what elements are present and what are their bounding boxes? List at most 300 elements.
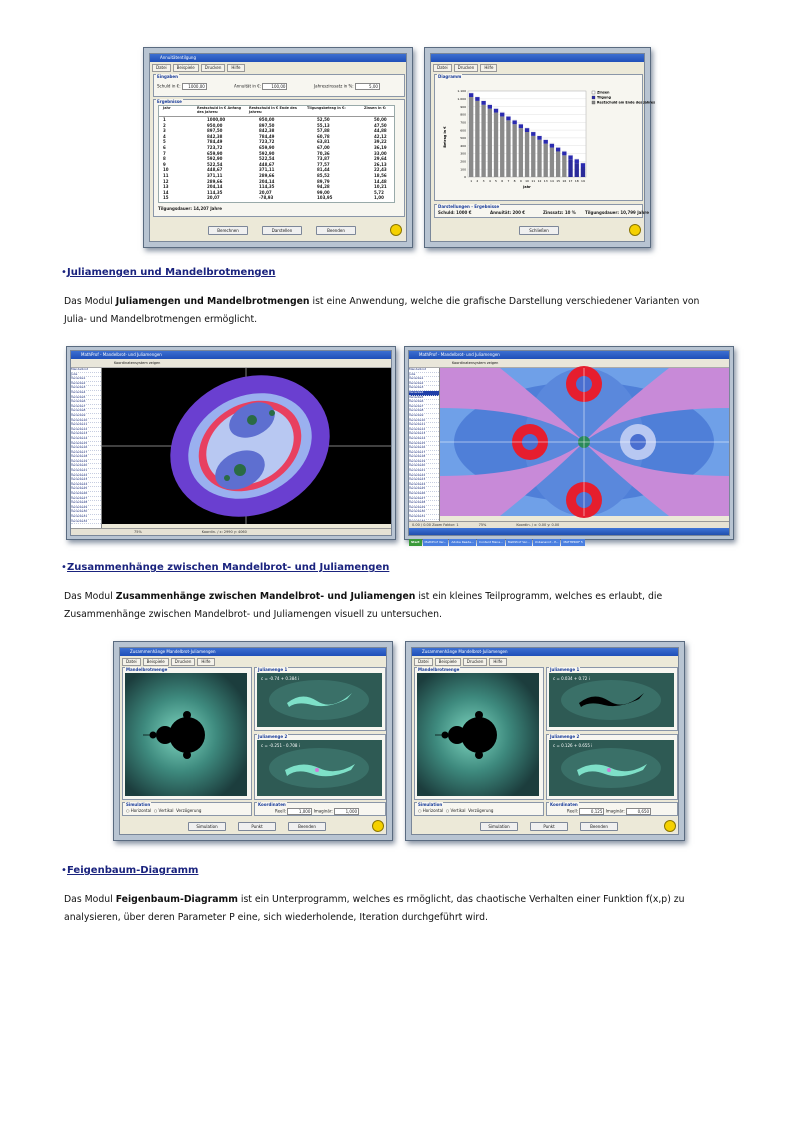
beenden-button[interactable]: Beenden [316,226,356,235]
table-cell: 448,67 [259,161,275,167]
bar-tilgung [494,109,498,113]
sidebar-item[interactable]: Variante10 [71,419,101,424]
sidebar-item[interactable]: Variante22 [409,474,439,479]
para-2-end: ist ein kleines Teilprogramm, welches es erlaubt, die Zusammenhänge zwischen Mandelbrot- und Juliamengen visuell zu untersuchen. [64,591,663,620]
help-icon[interactable] [629,224,641,236]
reell-input[interactable]: 0,125 [579,808,604,815]
sidebar-item[interactable]: Variante26 [409,492,439,497]
sidebar-item[interactable]: Variante22 [71,474,101,479]
koord-fields [567,808,651,815]
table-cell: 67,00 [317,144,330,150]
taskbar-item[interactable]: Adobe Reade... [451,540,474,544]
status-zoom-faktor: 0.00 / 0.00 Zoom Faktor: 1 [412,523,459,527]
sidebar-item[interactable]: Variante10 [409,419,439,424]
table-cell: 842,38 [207,133,223,139]
bar-zinsen [488,104,492,105]
bar-restschuld [550,148,554,177]
table-cell: 659,90 [207,150,223,156]
sidebar-item[interactable]: Variante28 [409,501,439,506]
sidebar-item[interactable]: Variante24 [71,483,101,488]
summary-panel [434,204,649,218]
bar-tilgung [556,147,560,151]
bar-restschuld [500,116,504,177]
verzoegerung-label: Verzögerung [468,808,494,813]
taskbar-item[interactable]: Unbenannt - P... [534,540,559,544]
summary-title: Darstellungen - Ergebnisse [438,204,500,209]
table-cell: 20,07 [207,195,220,201]
julia1-panel [254,667,386,731]
table-cell: 14,48 [374,178,387,184]
bullet-3: • [61,865,67,876]
menu-beispiele[interactable]: Beispiele [173,64,199,72]
toolbar [71,360,391,368]
sidebar-item[interactable]: Variante21 [409,469,439,474]
bullet-2: • [61,562,67,573]
table-cell: 60,78 [317,133,330,139]
mandelbrot-title: Mandelbrotmenge [126,667,168,672]
table-cell: 522,54 [259,156,275,162]
menu-datei[interactable]: Datei [122,658,141,666]
bar-zinsen [512,119,516,120]
sidebar-item[interactable]: Variante23 [409,478,439,483]
para-3-bold: Feigenbaum-Diagramm [115,894,238,905]
option-koordinaten[interactable]: Koordinatensystem zeigen [114,361,161,365]
legend-swatch [592,101,595,104]
sidebar-item[interactable]: Julia [409,373,439,378]
legend-swatch [592,96,595,99]
sidebar-item[interactable]: Variante1 [409,377,439,382]
table-cell: 50,00 [374,117,387,122]
koordinaten-panel [254,802,386,816]
radio-horizontal[interactable]: ○ [126,808,131,813]
sidebar-item[interactable]: Variante7 [71,405,101,410]
para-1-start: Das Modul [64,296,116,307]
window-title: Zusammenhänge Mandelbrot-Juliamengen [120,648,386,656]
julia2-c: c = -0.251 - 0.708 i [261,743,300,748]
sidebar-item[interactable]: Variante14 [71,437,101,442]
menu-datei[interactable]: Datei [152,64,171,72]
table-cell: 723,72 [207,144,223,150]
sidebar-item[interactable]: Variante3 [71,386,101,391]
julia2-title: Juliamenge 2 [258,734,288,739]
zusammen-window-left [119,647,387,835]
sidebar-item[interactable]: Variante17 [71,451,101,456]
sidebar-item[interactable]: Variante31 [409,515,439,520]
x-tick-label: 14 [549,179,554,183]
bar-tilgung [525,128,529,132]
sidebar-item[interactable]: Variante21 [71,469,101,474]
sidebar-item[interactable]: Julia [71,373,101,378]
table-cell: 592,90 [259,150,275,156]
menu-drucken[interactable]: Drucken [201,64,226,72]
beenden-button[interactable]: Beenden [580,822,618,831]
vertikal-label: Vertikal [158,808,174,813]
legend-swatch [592,91,595,94]
sidebar-item[interactable]: Variante8 [71,409,101,414]
imag-input[interactable]: 1,000 [334,808,359,815]
sidebar-item[interactable]: Mandelbrot [71,368,101,373]
sidebar-item[interactable]: Variante7 [409,405,439,410]
julia1-canvas [549,673,674,727]
table-cell: 842,38 [259,128,275,134]
sidebar-item[interactable]: Variante5 [409,396,439,401]
sidebar-item[interactable]: Variante15 [409,442,439,447]
x-tick-label: 1 [470,179,473,183]
sidebar-item[interactable]: Variante16 [71,446,101,451]
variants-list [409,368,440,521]
bar-restschuld [537,140,541,177]
sidebar-item[interactable]: Variante14 [409,437,439,442]
tilgungsdauer-text: Tilgungsdauer: 14,207 Jahre [158,206,222,211]
sidebar-item[interactable]: Variante30 [71,510,101,515]
menu-hilfe[interactable]: Hilfe [489,658,506,666]
darstellen-button[interactable]: Darstellen [262,226,302,235]
taskbar-item[interactable]: MathProf Ver... [507,540,530,544]
zusammen-window-right [411,647,679,835]
sim-controls [418,808,493,813]
table-cell: 29,64 [374,156,387,162]
julia-fractal-canvas [102,368,391,524]
sidebar-item[interactable]: Variante18 [409,455,439,460]
sidebar-item[interactable]: Variante9 [71,414,101,419]
sidebar-item[interactable]: Variante30 [409,510,439,515]
diagram-window [430,53,656,242]
bar-tilgung [488,105,492,109]
window-title: MathProf - Mandelbrot- und Juliamengen [71,351,391,359]
radio-vertikal[interactable]: ○ [153,808,159,813]
punkt-button[interactable]: Punkt [530,822,568,831]
annuitaet-row [234,83,287,90]
table-cell: 77,57 [317,161,330,167]
table-cell: 55,13 [317,122,330,128]
julia1-panel [546,667,678,731]
sidebar-item[interactable]: Variante25 [71,487,101,492]
y-tick-label: 300 [460,151,466,156]
simulation-button[interactable]: Simulation [480,822,518,831]
bar-restschuld [475,101,479,177]
menu-bar [122,658,217,664]
bar-tilgung [512,120,516,124]
x-tick-label: 16 [562,179,567,183]
sidebar-item[interactable]: Variante12 [409,428,439,433]
bar-zinsen [519,123,523,124]
sidebar-item[interactable]: Variante2 [409,382,439,387]
x-tick-label: 11 [531,179,536,183]
table-cell: 39,22 [374,139,387,145]
table-cell: 22,43 [374,167,387,173]
menu-drucken[interactable]: Drucken [463,658,488,666]
table-header: Restschuld in € Ende des Jahres: [249,106,297,114]
table-cell: 26,13 [374,161,387,167]
y-tick-label: 600 [460,128,466,133]
schuld-input[interactable]: 1000,00 [182,83,207,90]
sidebar-item[interactable]: Variante11 [409,423,439,428]
bar-restschuld [481,105,485,177]
table-cell: 897,50 [259,122,275,128]
bar-zinsen [481,100,485,101]
table-cell: 47,50 [374,122,387,128]
bar-restschuld [512,124,516,177]
summary-zinssatz: Zinssatz: 10 % [543,210,576,215]
sidebar-item[interactable]: Variante24 [409,483,439,488]
sidebar-item[interactable]: Variante11 [71,423,101,428]
sidebar-item[interactable]: Variante26 [71,492,101,497]
menu-drucken[interactable]: Drucken [171,658,196,666]
sidebar-item[interactable]: Variante4 [71,391,101,396]
simulation-panel [122,802,252,816]
julia1-title: Juliamenge 1 [550,667,580,672]
window-title: Zusammenhänge Mandelbrot-Juliamengen [412,648,678,656]
table-cell: 2 [163,122,166,128]
imag-label: Imaginär: [313,808,333,814]
sidebar-item[interactable]: Variante31 [71,515,101,520]
table-cell: 114,35 [207,189,223,195]
table-cell: 36,19 [374,144,387,150]
bar-zinsen [562,150,566,151]
status-zoom: 75% [134,530,142,534]
legend-label: Tilgung [597,95,611,100]
taskbar-item[interactable]: MATHPROF 5 [563,540,583,544]
table-header: Restschuld in € Anfang des Jahres: [197,106,242,114]
sidebar-item[interactable]: Variante16 [409,446,439,451]
sidebar-item[interactable]: Variante13 [409,432,439,437]
julia1-title: Juliamenge 1 [258,667,288,672]
bar-tilgung [544,140,548,144]
julia2-panel [254,734,386,800]
results-title: Ergebnisse [157,99,182,104]
sidebar-item[interactable]: Variante27 [409,497,439,502]
section-1-link[interactable]: Juliamengen und Mandelbrotmengen [67,267,276,278]
sidebar-item[interactable]: Variante18 [71,455,101,460]
sidebar-item[interactable]: Variante6 [409,400,439,405]
x-tick-label: 9 [519,179,522,183]
table-cell: 15 [163,195,169,201]
bar-restschuld [519,128,523,177]
bullet-1: • [61,267,67,278]
bar-zinsen [475,96,479,97]
table-cell: 371,11 [207,172,223,178]
option-koordinaten[interactable]: Koordinatensystem zeigen [452,361,499,365]
schuld-row [157,83,207,90]
sidebar-item[interactable]: Variante27 [71,497,101,502]
y-axis-label: Betrag in € [443,126,447,148]
help-icon[interactable] [372,820,384,832]
sidebar-item[interactable]: Variante9 [409,414,439,419]
table-cell: 5,72 [374,189,384,195]
table-cell: 57,88 [317,128,330,134]
x-tick-label: 2 [476,179,479,183]
sidebar-item[interactable]: Variante28 [71,501,101,506]
mandelbrot-panel [414,667,544,800]
bar-restschuld [575,163,579,177]
sidebar-item[interactable]: Variante8 [409,409,439,414]
table-cell: 20,07 [259,189,272,195]
para-3-end: ist ein Unterprogramm, welches es rmöglicht, das chaotische Verhalten einer Funktion f(x,p) zu analysieren, über deren Parameter P eine, sich wiederholende, Iteration durchgeführt wird. [64,894,685,923]
menu-bar [433,64,499,70]
taskbar-item[interactable]: Content Mana... [479,540,503,544]
bar-restschuld [494,113,498,177]
help-icon[interactable] [390,224,402,236]
table-cell: 73,87 [317,156,330,162]
horizontal-label: Horizontal [130,808,152,813]
y-tick-label: 700 [460,120,466,125]
sidebar-item[interactable]: Variante19 [409,460,439,465]
annuitaet-input[interactable]: 100,00 [262,83,287,90]
diagram-panel [434,74,656,201]
sidebar-item[interactable]: Variante2 [71,382,101,387]
para-3-start: Das Modul [64,894,116,905]
reell-label: Reell: [275,808,287,814]
table-cell: 897,50 [207,128,223,134]
sidebar-item[interactable]: Variante29 [71,506,101,511]
table-cell: 950,00 [259,117,275,122]
sim-controls [126,808,201,813]
table-cell: 8 [163,156,166,162]
table-cell: 289,66 [207,178,223,184]
bar-restschuld [469,97,473,177]
zins-input[interactable]: 5,00 [355,83,380,90]
sidebar-item[interactable]: Variante20 [409,464,439,469]
start-button[interactable]: Start [411,540,420,544]
screenshot-julia-left [66,346,396,540]
annuitaet-bar-chart [436,77,656,199]
sidebar-item[interactable]: Variante6 [71,400,101,405]
menu-bar [152,64,247,70]
simulation-title: Simulation [126,802,151,807]
bar-tilgung [481,101,485,105]
y-tick-label: 400 [460,143,466,148]
legend-label: Zinsen [597,90,610,95]
bar-zinsen [537,135,541,136]
menu-hilfe[interactable]: Hilfe [227,64,244,72]
menu-datei[interactable]: Datei [433,64,452,72]
table-cell: 70,36 [317,150,330,156]
x-tick-label: 12 [537,179,542,183]
table-cell: 81,44 [317,167,330,173]
menu-datei[interactable]: Datei [414,658,433,666]
bar-tilgung [531,132,535,136]
punkt-button[interactable]: Punkt [238,822,276,831]
sidebar-item[interactable]: Variante15 [71,442,101,447]
table-header: Jahr [163,106,171,110]
sidebar-item[interactable]: Variante17 [409,451,439,456]
bar-restschuld [556,151,560,177]
simulation-button[interactable]: Simulation [188,822,226,831]
menu-drucken[interactable]: Drucken [454,64,479,72]
status-bar [71,528,391,535]
beenden-button[interactable]: Beenden [288,822,326,831]
menu-beispiele[interactable]: Beispiele [435,658,461,666]
help-icon[interactable] [664,820,676,832]
bar-tilgung [581,163,585,167]
section-2-paragraph [64,588,684,624]
table-cell: 448,67 [207,167,223,173]
sidebar-item[interactable]: Variante13 [71,432,101,437]
table-cell: 723,72 [259,139,275,145]
sidebar-item[interactable]: Variante1 [71,377,101,382]
imag-label: Imaginär: [605,808,625,814]
bar-zinsen [506,115,510,116]
table-cell: 52,50 [317,117,330,122]
berechnen-button[interactable]: Berechnen [208,226,248,235]
summary-annuitaet: Annuität: 200 € [490,210,526,215]
y-tick-label: 1.100 [457,89,466,94]
summary-schuld: Schuld: 1000 € [438,210,472,215]
schliessen-button[interactable]: Schließen [519,226,559,235]
x-tick-label: 6 [501,179,504,183]
menu-beispiele[interactable]: Beispiele [143,658,169,666]
table-cell: 4 [163,133,166,139]
x-axis-label: Jahr [523,185,531,189]
sidebar-item[interactable]: Variante19 [71,460,101,465]
table-cell: 99,00 [317,189,330,195]
koordinaten-panel [546,802,678,816]
y-tick-label: 100 [460,167,466,172]
reell-input[interactable]: 1,000 [287,808,312,815]
bar-restschuld [568,159,572,177]
x-tick-label: 13 [543,179,548,183]
screenshot-annuitaet-diagram [424,47,656,248]
table-cell: 784,49 [259,133,275,139]
sidebar-item[interactable]: Variante12 [71,428,101,433]
menu-hilfe[interactable]: Hilfe [480,64,497,72]
sidebar-item[interactable]: Mandelbrot [409,368,439,373]
horizontal-label: Horizontal [422,808,444,813]
table-cell: 1 [163,117,166,122]
sidebar-item[interactable]: Variante5 [71,396,101,401]
imag-input[interactable]: 0,650 [626,808,651,815]
mandelbrot-title: Mandelbrotmenge [418,667,460,672]
table-cell: 1,00 [374,195,384,201]
julia-window-left [70,350,392,536]
table-cell: 1000,00 [207,117,226,122]
window-title: Annuitätentilgung [150,54,406,62]
inputs-panel [153,74,405,97]
sidebar-item[interactable]: Variante4 [409,391,439,396]
julia2-canvas [257,740,382,796]
menu-bar [414,658,509,664]
julia2-title: Juliamenge 2 [550,734,580,739]
bar-restschuld [562,155,566,177]
table-cell: 204,14 [207,184,223,190]
table-cell: 371,11 [259,167,275,173]
sidebar-item[interactable]: Variante32 [71,520,101,525]
results-table [158,105,395,203]
section-2-link[interactable]: Zusammenhänge zwischen Mandelbrot- und Juliamengen [67,562,390,573]
radio-horizontal[interactable]: ○ [418,808,423,813]
sidebar-item[interactable]: Variante29 [409,506,439,511]
bar-zinsen [469,92,473,93]
table-cell: 522,54 [207,161,223,167]
para-2-bold: Zusammenhänge zwischen Mandelbrot- und Juliamengen [115,591,416,602]
menu-hilfe[interactable]: Hilfe [197,658,214,666]
radio-vertikal[interactable]: ○ [445,808,451,813]
bar-tilgung [506,116,510,120]
mandelbrot-panel [122,667,252,800]
sidebar-item[interactable]: Variante3 [409,386,439,391]
taskbar-item[interactable]: MathProf Ver... [424,540,447,544]
section-3-link[interactable]: Feigenbaum-Diagramm [67,865,199,876]
screenshot-julia-right [404,346,734,544]
table-cell: 89,79 [317,178,330,184]
bar-restschuld [544,144,548,177]
koordinaten-title: Koordinaten [258,802,286,807]
sidebar-item[interactable]: Variante20 [71,464,101,469]
sidebar-item[interactable]: Variante23 [71,478,101,483]
table-cell: 94,28 [317,184,330,190]
table-cell: 289,66 [259,172,275,178]
sidebar-item[interactable]: Variante25 [409,487,439,492]
